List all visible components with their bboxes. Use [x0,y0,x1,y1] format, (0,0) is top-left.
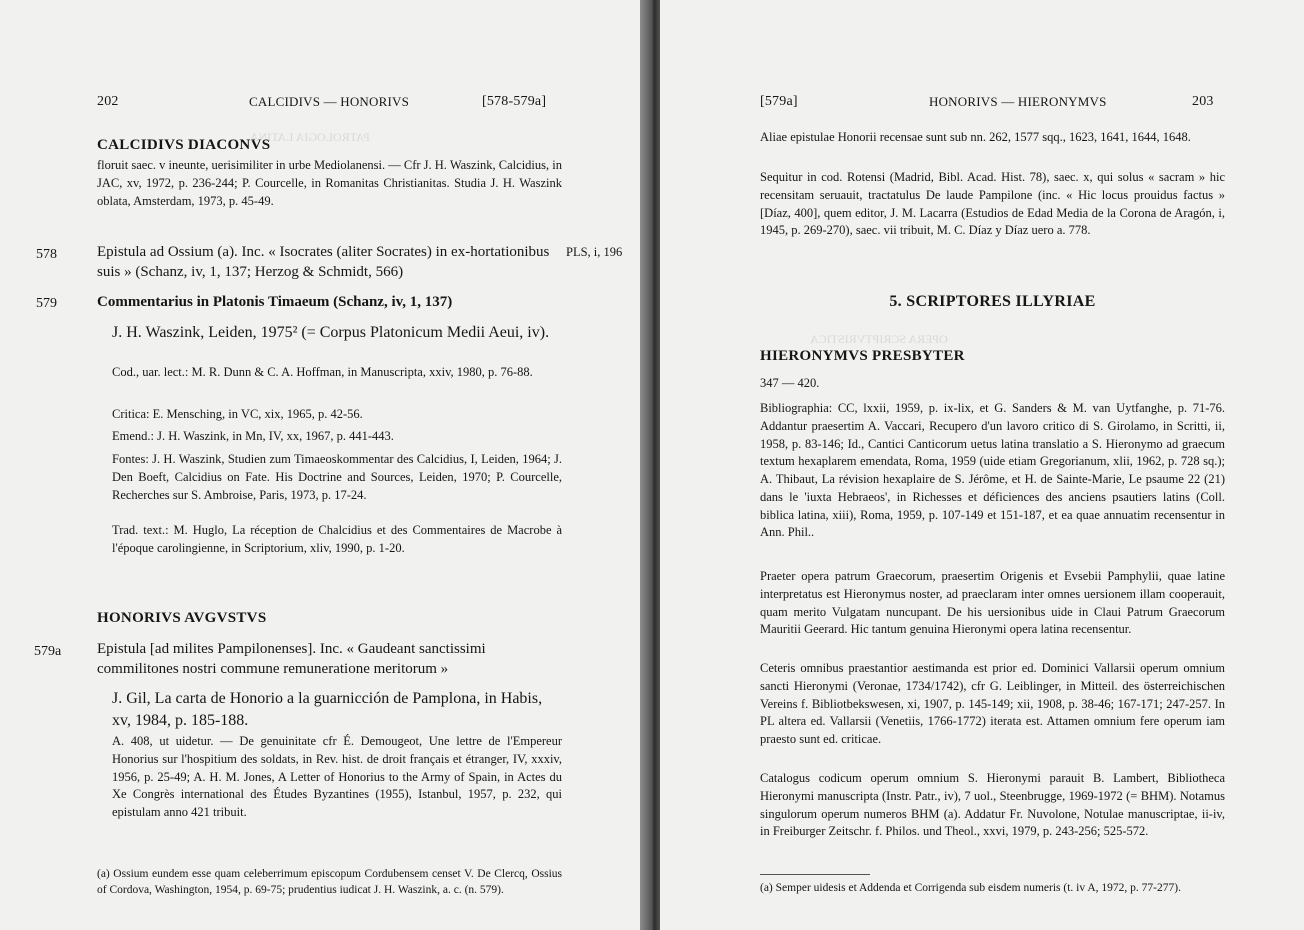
entry-579-title: Commentarius in Platonis Timaeum (Schanz, iv, 1, 137) [97,294,453,310]
right-para-1: Aliae epistulae Honorii recensae sunt sub nn. 262, 1577 sqq., 1623, 1641, 1644, 1648. [760,130,1191,144]
entry-578-text: Epistula ad Ossium (a). Inc. « Isocrates (aliter Socrates) in ex-hortationibus suis » (Schanz, iv, 1, 137; Herzog & Schmidt, 566) [97,244,550,281]
right-page [660,0,1304,930]
hieronymus-catalogus: Catalogus codicum operum omnium S. Hieronymi parauit B. Lambert, Bibliotheca Hieronymi manuscripta (Instr. Patr., iv), 7 uol., Steenbrugge, 1969-1972 (= BHM). Notamus singulorum operum numeros BHM (a). Addatur Fr. Nuvolone, Notulae manuscriptae, ii-iv, in Freiburger Zeitschr. f. Philos. und Theol., xxvi, 1979, p. 243-256; 525-572. [760,771,1225,839]
hieronymus-bibliographia: Bibliographia: CC, lxxii, 1959, p. ix-lix, et G. Sanders & M. van Uytfanghe, p. 71-76. Addantur praesertim A. Vaccari, Recupero d'un lavoro critico di S. Girolamo, in Scritti, ii, 1958, p. 83-146; Id., Cantici Canticorum uetus latina translatio a S. Hieronymo ad graecum textum hexaplarem emendata, Roma, 1959 (uide etiam Gregorianum, xlii, 1962, p. 728 sq.); A. Thibaut, La révision hexaplaire de S. Jérôme, et H. de Sainte-Marie, Le psaume 22 (21) dans le 'iuxta Hebraeos', in Richesses et déficiences des anciens psautiers latins (Coll. biblica latina, xiii), Roma, 1959, p. 107-149 et 151-187, et ea quae annuatim recensentur in Ann. Phil.. [760,401,1225,540]
entry-579a-notes: A. 408, ut uidetur. — De genuinitate cfr É. Demougeot, Une lettre de l'Empereur Honorius sur l'hospitium des soldats, in Rev. hist. de droit français et étranger, IV, xxxiv, 1956, p. 25-49; A. H. M. Jones, A Letter of Honorius to the Army of Spain, in Actes du Xe Congrès international des Études Byzantines (1955), Istanbul, 1957, p. 232, qui epistulam anno 421 tribuit. [112,734,562,819]
entry-579-edition: J. H. Waszink, Leiden, 1975² (= Corpus Platonicum Medii Aeui, iv). [112,324,550,341]
left-page-number: 202 [97,94,119,109]
calcidius-heading: CALCIDIVS DIACONVS [97,137,271,153]
bleedthrough-text: OPERA SCRIPTVRISTICA [810,332,948,346]
left-page-range: [578-579a] [482,94,547,109]
entry-578-side-ref: PLS, i, 196 [566,245,623,259]
right-footnote: (a) Semper uidesis et Addenda et Corrigenda sub eisdem numeris (t. iv A, 1972, p. 77-277). [760,882,1181,894]
entry-579-critica: Critica: E. Mensching, in VC, xix, 1965, p. 42-56. [112,407,363,421]
entry-579-cod: Cod., uar. lect.: M. R. Dunn & C. A. Hoffman, in Manuscripta, xxiv, 1980, p. 76-88. [112,365,533,379]
entry-579-trad: Trad. text.: M. Huglo, La réception de Chalcidius et des Commentaires de Macrobe à l'époque carolingienne, in Scriptorium, xliv, 1990, p. 1-20. [112,523,562,555]
honorius-heading: HONORIVS AVGVSTVS [97,610,267,626]
section-title: 5. SCRIPTORES ILLYRIAE [889,293,1096,310]
footnote-rule [760,874,870,875]
right-page-range: [579a] [760,94,798,109]
left-running-title: CALCIDIVS — HONORIVS [249,94,410,109]
entry-579a-number: 579a [34,644,62,659]
right-running-title: HONORIVS — HIERONYMVS [929,94,1107,109]
hieronymus-heading: HIERONYMVS PRESBYTER [760,348,965,364]
left-footnote: (a) Ossium eundem esse quam celeberrimum episcopum Cordubensem censet V. De Clercq, Ossius of Cordova, Washington, 1954, p. 69-75; prudentius iudicat J. H. Waszink, a. c. (n. 579). [97,868,562,897]
left-page [0,0,646,930]
entry-579-number: 579 [36,296,57,311]
hieronymus-ceteris: Ceteris omnibus praestantior aestimanda est prior ed. Dominici Vallarsii operum omnium sancti Hieronymi (Veronae, 1734/1742), cfr G. Leiblinger, in Mitteil. des österreichischen Vereins f. Bibliotbekswesen, xi, 1907, p. 145-149; xii, 1908, p. 38-46; 167-171; 247-257. In PL altera ed. Vallarsii (Venetiis, 1766-1772) iterata est. Attamen omnium fere operum iam praesto sunt ed. criticae. [760,661,1225,746]
entry-579-emend: Emend.: J. H. Waszink, in Mn, IV, xx, 1967, p. 441-443. [112,429,394,443]
bleedthrough-text: PATROLOGIA LATINA [250,130,370,144]
entry-578-number: 578 [36,247,57,262]
entry-579-fontes: Fontes: J. H. Waszink, Studien zum Timaeoskommentar des Calcidius, I, Leiden, 1964; J. Den Boeft, Calcidius on Fate. His Doctrine and Sources, Leiden, 1970; P. Courcelle, Recherches sur S. Ambroise, Paris, 1973, p. 17-24. [112,452,562,502]
right-para-2: Sequitur in cod. Rotensi (Madrid, Bibl. Acad. Hist. 78), saec. x, qui solus « sacram » hic recensitam seruauit, tractatulus De laude Pampilone (inc. « Hic locus prouidus factus » [Díaz, 400], quem editor, J. M. Lacarra (Estudios de Edad Media de la Corona de Aragón, i, 1945, p. 269-270), saec. vii tribuit, M. C. Díaz y Díaz uero a. 778. [760,170,1225,238]
hieronymus-praeter: Praeter opera patrum Graecorum, praesertim Origenis et Evsebii Pamphylii, quae latine interpretatus est Hieronymus noster, ad praeclaram inter omnes uersionem illam cooperauit, quam merito Vulgatam nuncupant. De his uersionibus uide in Claui Patrum Graecorum Mauritii Geerard. Hic tantum genuina Hieronymi opera latina recensentur. [760,569,1225,637]
hieronymus-dates: 347 — 420. [760,376,820,390]
entry-579a-text: Epistula [ad milites Pampilonenses]. Inc. « Gaudeant sanctissimi commilitones nostri commune remuneratione meritorum » [97,641,486,678]
entry-579a-edition: J. Gil, La carta de Honorio a la guarnicción de Pamplona, in Habis, xv, 1984, p. 185-188. [112,690,543,729]
right-page-number: 203 [1192,94,1214,109]
calcidius-intro: floruit saec. v ineunte, uerisimiliter in urbe Mediolanensi. — Cfr J. H. Waszink, Calcidius, in JAC, xv, 1972, p. 236-244; P. Courcelle, in Romanitas Christianitas. Studia J. H. Waszink oblata, Amsterdam, 1973, p. 45-49. [97,158,562,208]
